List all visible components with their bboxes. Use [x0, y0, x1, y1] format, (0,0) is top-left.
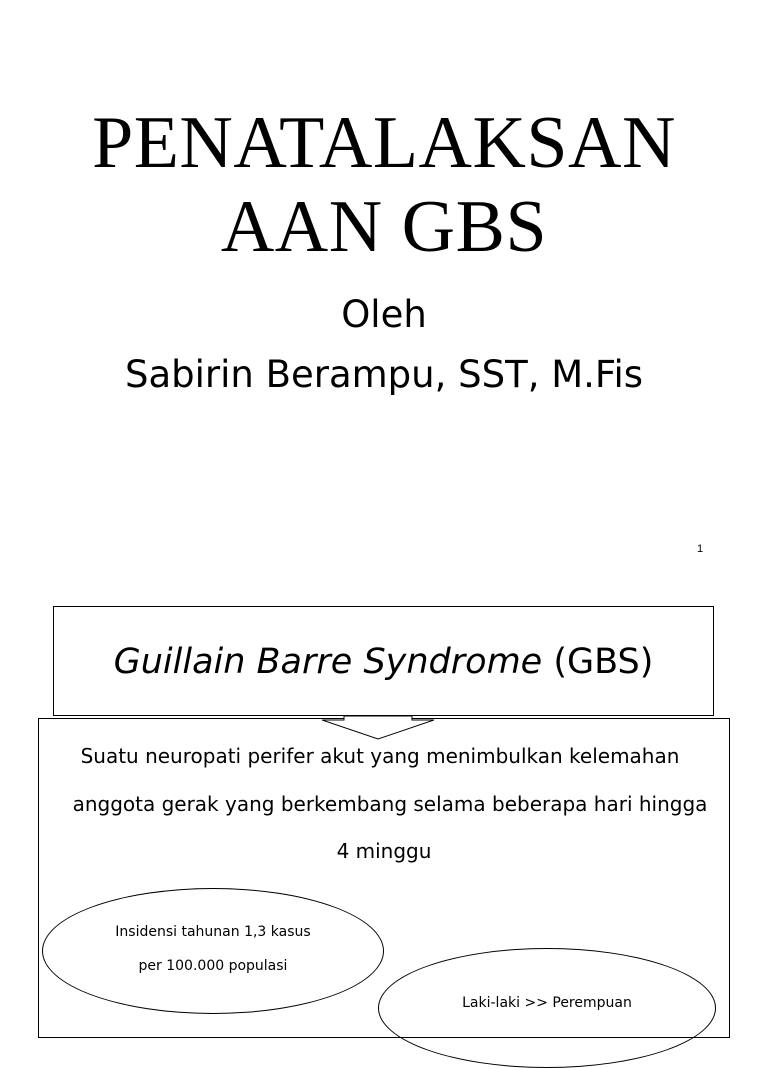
heading-italic: Guillain Barre Syndrome: [113, 642, 543, 682]
down-arrow-icon: [322, 716, 434, 740]
heading-text: [54, 641, 713, 683]
incidence-ellipse: [42, 888, 384, 1014]
incidence-text-line-1: Insidensi tahunan 1,3 kasus: [115, 924, 311, 940]
heading-box: [53, 606, 714, 716]
incidence-text-line-2: per 100.000 populasi: [138, 958, 288, 974]
page-number: 1: [697, 543, 704, 555]
definition-line-1: Suatu neuropati perifer akut yang menimbulkan kelemahan: [80, 744, 680, 768]
definition-line-3: 4 minggu: [336, 839, 432, 863]
slide-title-line-1: PENATALAKSAN: [92, 102, 676, 184]
heading-abbrev: (GBS): [553, 642, 654, 682]
byline: Oleh: [341, 293, 427, 336]
definition-line-2: anggota gerak yang berkembang selama beberapa hari hingga: [72, 792, 708, 816]
slide-title-line-2: AAN GBS: [220, 186, 548, 268]
author-name: Sabirin Berampu, SST, M.Fis: [124, 353, 644, 396]
gender-text: Laki-laki >> Perempuan: [462, 995, 632, 1011]
